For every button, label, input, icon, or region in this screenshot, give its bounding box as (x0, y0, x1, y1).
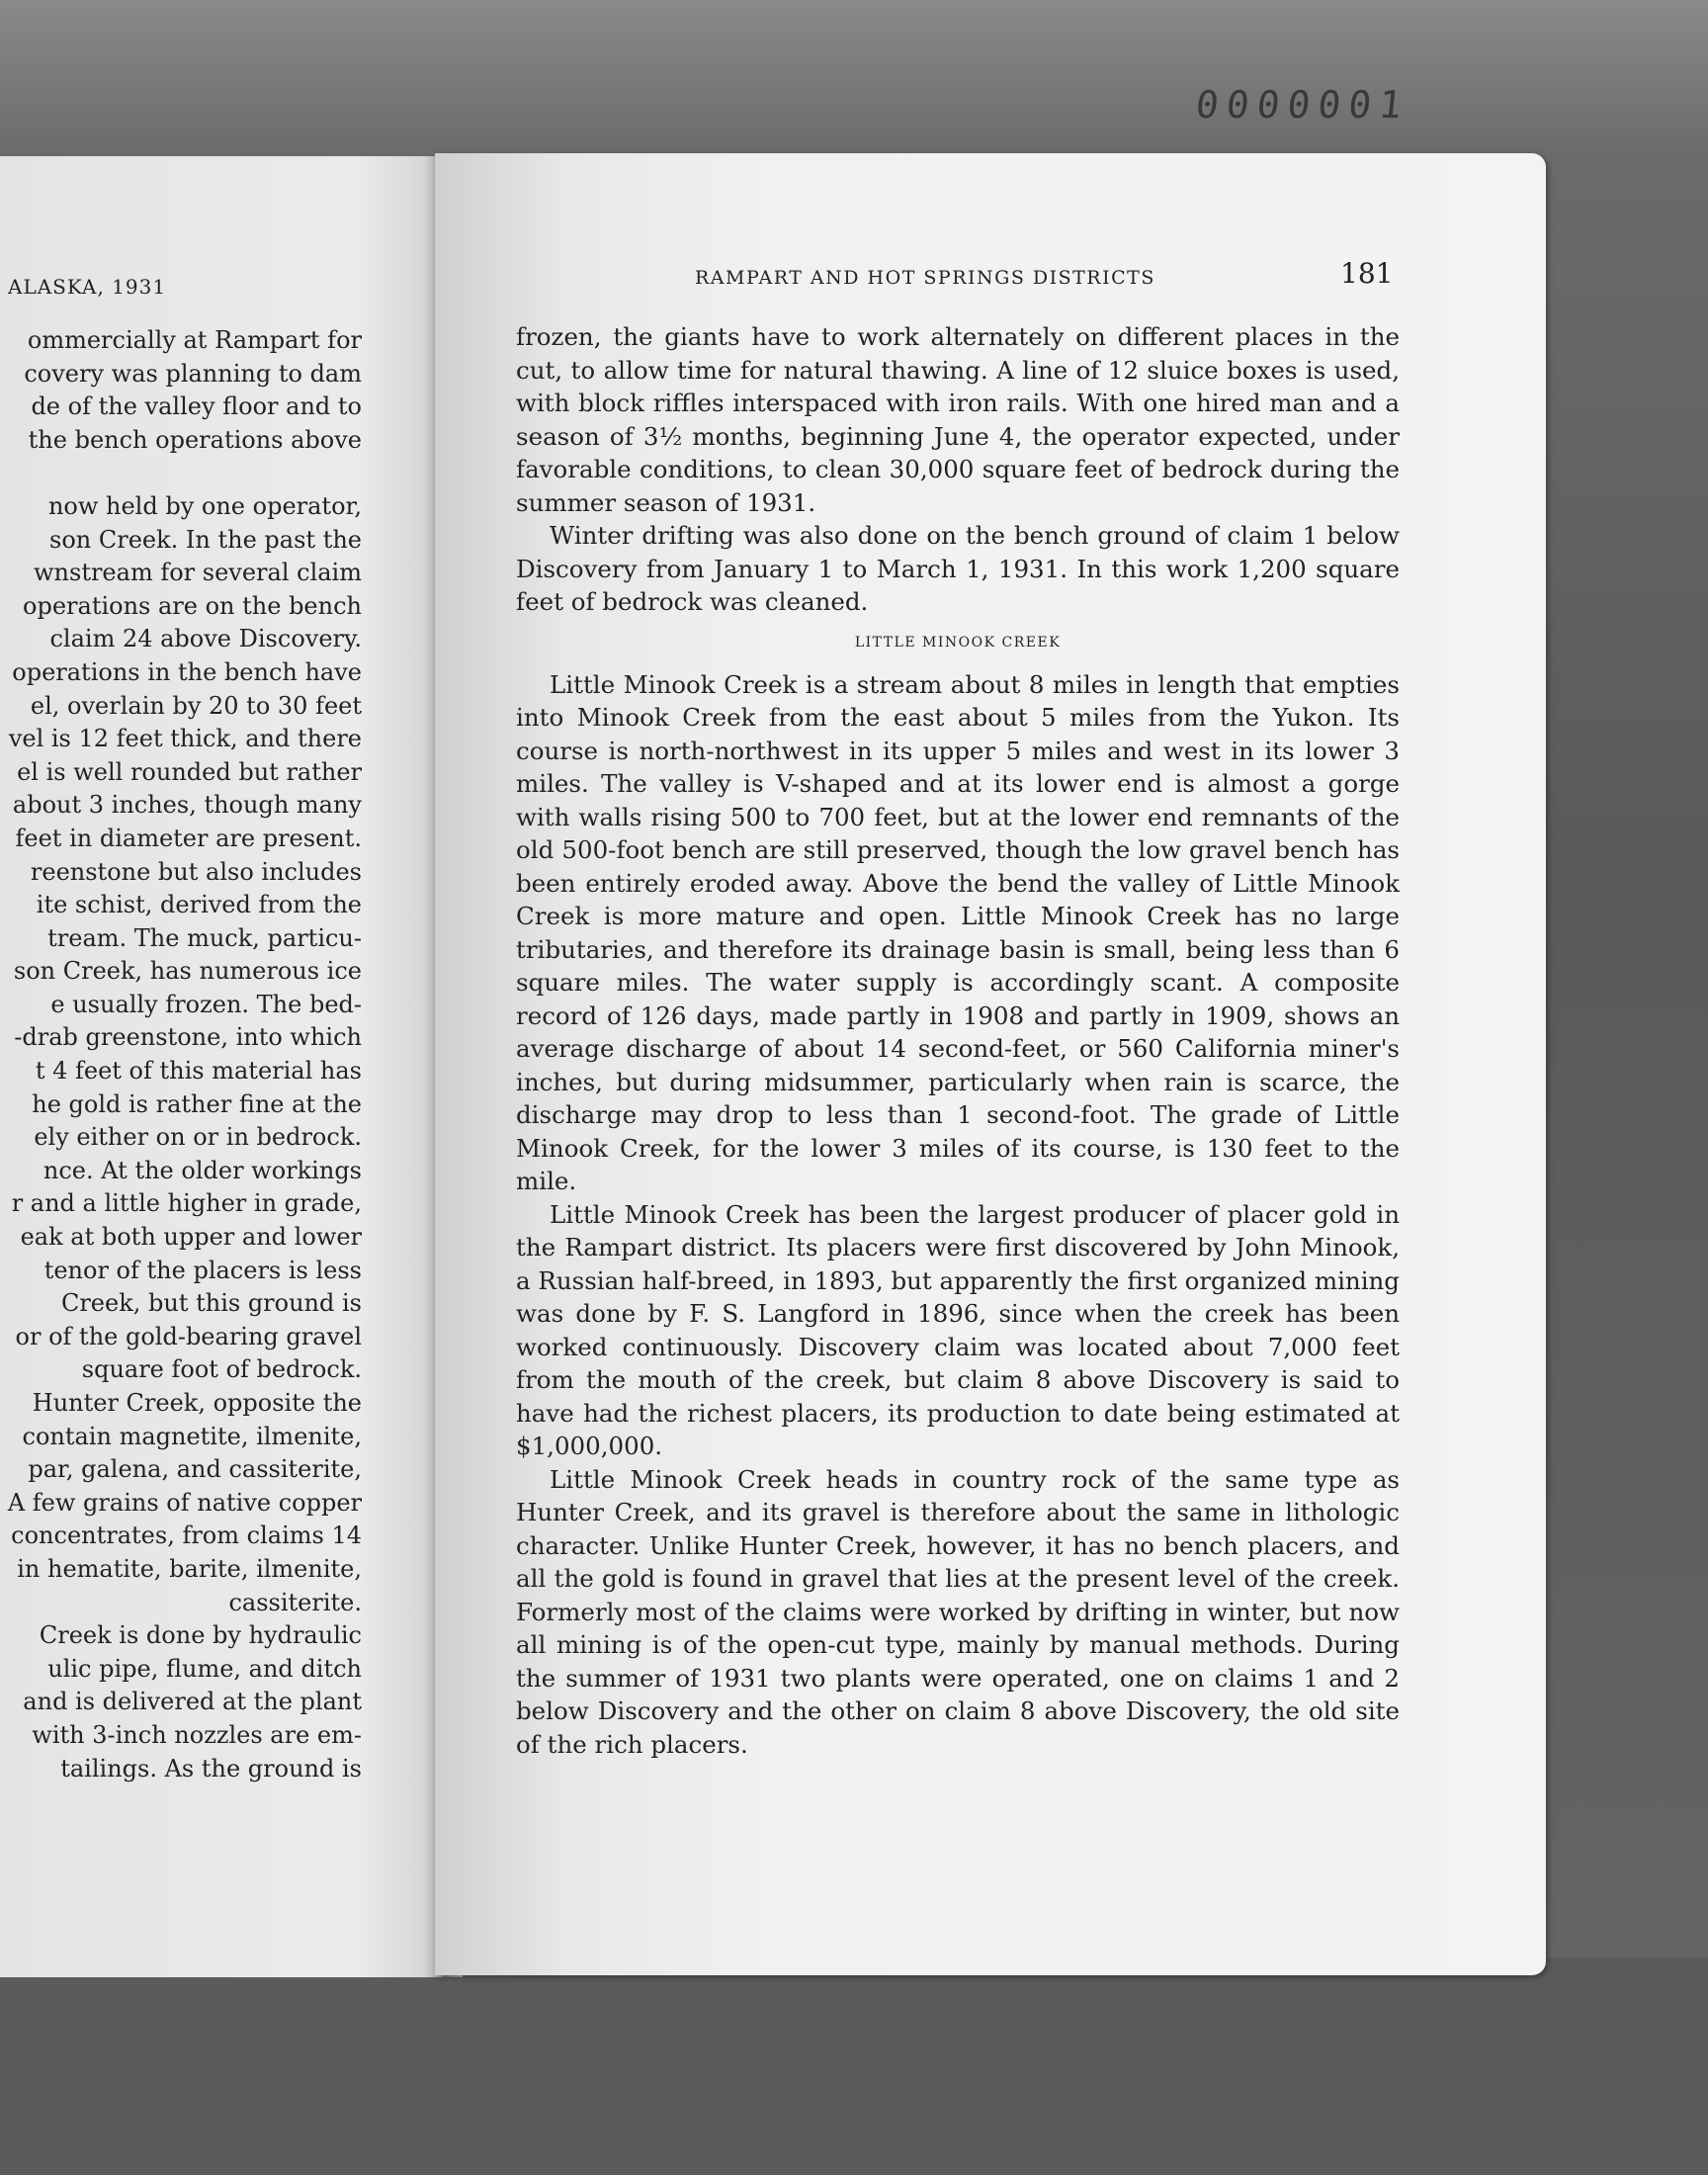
left-text-line: A few grains of native copper (7, 1488, 362, 1517)
right-page-text (516, 320, 1400, 1761)
left-text-line: -drab greenstone, into which (14, 1023, 362, 1052)
running-head: RAMPART AND HOT SPRINGS DISTRICTS (695, 267, 1155, 289)
left-text-line: about 3 inches, though many (12, 791, 362, 820)
scanner-top-edge (0, 0, 1708, 158)
section-heading: LITTLE MINOOK CREEK (854, 634, 1062, 651)
left-text-line: t 4 feet of this material has (35, 1057, 362, 1086)
left-text-line: operations are on the bench (23, 591, 362, 620)
left-text-line: ommercially at Rampart for (27, 326, 362, 354)
page-number: 181 (1340, 257, 1394, 290)
left-text-line: Hunter Creek, opposite the (32, 1389, 362, 1417)
left-text-line: square foot of bedrock. (81, 1355, 362, 1384)
left-text-line: in hematite, barite, ilmenite, (17, 1554, 362, 1583)
left-text-line: r and a little higher in grade, (11, 1189, 362, 1218)
left-text-line: wnstream for several claim (34, 559, 362, 587)
paragraph: Little Minook Creek is a stream about 8 miles in length that empties into Minook Creek from the east about 5 miles from the Yukon. Its course is north-northwest in its upper 5 miles and west in its lower 3 miles. The valley is V-shaped and at its lower end is almost a gorge with walls rising 500 to 700 feet, but at the lower end remnants of the old 500-foot bench are still preserved, though the low gravel bench has been entirely eroded away. Above the bend the valley of Little Minook Creek is more mature and open. Little Minook Creek has no large tributaries, and therefore its drainage basin is small, being less than 6 square miles. The water supply is accordingly scant. A composite record of 126 days, made partly in 1908 and partly in 1909, shows an average discharge of about 14 second-feet, or 560 California miner's inches, but during midsummer, particularly when rain is scarce, the discharge may drop to less than 1 second-foot. The grade of Little Minook Creek, for the lower 3 miles of its course, is 130 feet to the mile. (516, 669, 1400, 1195)
left-text-line: el, overlain by 20 to 30 feet (30, 691, 362, 720)
left-text-line: now held by one operator, (47, 491, 362, 520)
left-text-line: claim 24 above Discovery. (49, 625, 362, 653)
left-text-line: or of the gold-bearing gravel (15, 1322, 362, 1350)
left-text-line: Creek is done by hydraulic (39, 1621, 362, 1650)
left-text-line: de of the valley floor and to (31, 392, 362, 421)
left-text-line: tream. The muck, particu- (47, 923, 362, 952)
left-text-line: son Creek, has numerous ice (13, 957, 362, 986)
left-text-line: el is well rounded but rather (17, 757, 362, 786)
left-text-line: ely either on or in bedrock. (34, 1123, 362, 1152)
left-page-text (8, 324, 362, 1785)
left-text-line: reenstone but also includes (30, 857, 362, 886)
left-page (0, 156, 445, 1977)
left-text-line: tailings. As the ground is (60, 1754, 362, 1783)
archive-stamp-number: 0000001 (1193, 83, 1412, 127)
left-text-line: covery was planning to dam (24, 359, 362, 388)
left-text-line: vel is 12 feet thick, and there (8, 725, 362, 753)
left-text-line: contain magnetite, ilmenite, (22, 1422, 362, 1450)
left-text-line: son Creek. In the past the (49, 525, 362, 554)
left-text-line: par, galena, and cassiterite, (28, 1455, 362, 1484)
left-text-line: operations in the bench have (12, 657, 362, 686)
left-text-line: feet in diameter are present. (15, 824, 362, 852)
left-text-line: Creek, but this ground is (60, 1289, 362, 1318)
left-text-line: he gold is rather fine at the (32, 1089, 362, 1118)
left-running-head: ALASKA, 1931 (8, 275, 167, 299)
left-text-line: with 3-inch nozzles are em- (32, 1720, 362, 1749)
left-text-line: and is delivered at the plant (23, 1688, 362, 1716)
left-text-line: e usually frozen. The bed- (50, 990, 362, 1018)
left-text-line: the bench operations above (28, 425, 362, 454)
scanner-bottom-edge (0, 1958, 1708, 2175)
paragraph: Little Minook Creek heads in country rock of the same type as Hunter Creek, and its gravel is therefore about the same in lithologic character. Unlike Hunter Creek, however, it has no bench placers, and all the gold is found in gravel that lies at the present level of the creek. Formerly most of the claims were worked by drifting in winter, but now all mining is of the open-cut type, mainly by manual methods. During the summer of 1931 two plants were operated, one on claims 1 and 2 below Discovery and the other on claim 8 above Discovery, the old site of the rich placers. (516, 1464, 1400, 1759)
paragraph-continued: frozen, the giants have to work alternately on different places in the cut, to allow time for natural thawing. A line of 12 sluice boxes is used, with block riffles interspaced with iron rails. With one hired man and a season of 3½ months, beginning June 4, the operator expected, under favorable conditions, to clean 30,000 square feet of bedrock during the summer season of 1931. (516, 322, 1400, 517)
left-text-line: tenor of the placers is less (43, 1256, 362, 1284)
left-text-line: cassiterite. (228, 1588, 362, 1616)
paragraph: Winter drifting was also done on the bench ground of claim 1 below Discovery from January 1 to March 1, 1931. In this work 1,200 square feet of bedrock was cleaned. (516, 521, 1400, 616)
left-text-line: eak at both upper and lower (20, 1223, 362, 1252)
left-text-line: ite schist, derived from the (36, 891, 362, 919)
left-text-line: concentrates, from claims 14 (11, 1522, 362, 1550)
left-text-line: ulic pipe, flume, and ditch (47, 1654, 362, 1683)
left-text-line: nce. At the older workings (43, 1156, 362, 1184)
left-text-line (8, 457, 362, 490)
paragraph: Little Minook Creek has been the largest producer of placer gold in the Rampart district. Its placers were first discovered by John Minook, a Russian half-breed, in 1893, but apparently the first organized mining was done by F. S. Langford in 1896, since when the creek has been worked continuously. Discovery claim was located about 7,000 feet from the mouth of the creek, but claim 8 above Discovery is said to have had the richest placers, its production to date being estimated at $1,000,000. (516, 1199, 1400, 1460)
